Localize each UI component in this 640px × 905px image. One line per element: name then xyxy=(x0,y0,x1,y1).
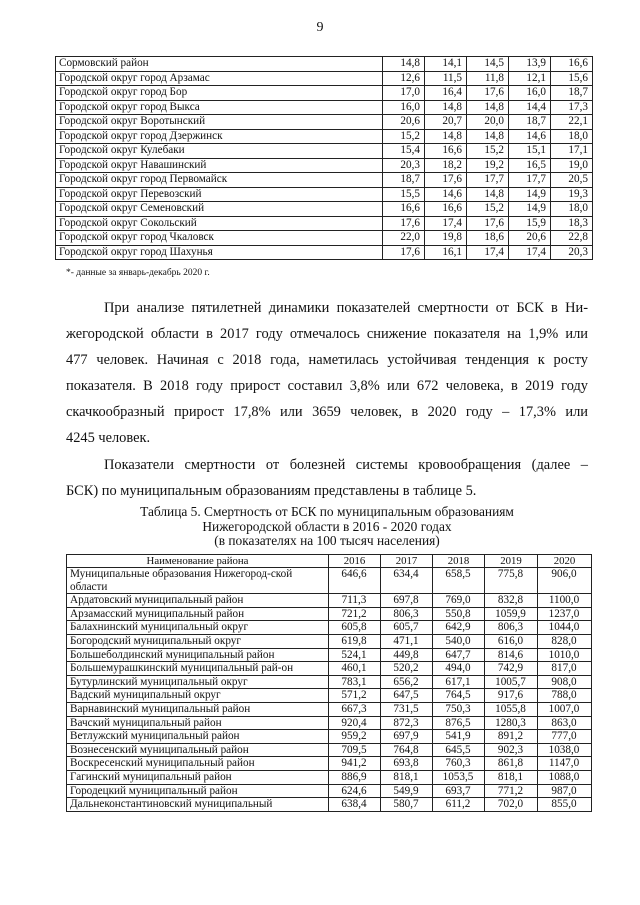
row-value: 15,5 xyxy=(383,187,425,202)
row-value: 17,6 xyxy=(383,245,425,260)
table-row xyxy=(56,231,593,246)
table-row xyxy=(56,115,593,130)
table-row xyxy=(67,675,592,689)
row-name: Вачский муниципальный район xyxy=(67,716,329,730)
row-value: 14,8 xyxy=(467,100,509,115)
row-value: 16,6 xyxy=(425,144,467,159)
row-value: 806,3 xyxy=(485,621,538,635)
row-value: 17,7 xyxy=(467,173,509,188)
table-row xyxy=(67,689,592,703)
row-name: Городской округ город Арзамас xyxy=(56,71,383,86)
table-row xyxy=(67,702,592,716)
row-value: 891,2 xyxy=(485,730,538,744)
row-value: 861,8 xyxy=(485,757,538,771)
row-value: 832,8 xyxy=(485,594,538,608)
table-row xyxy=(67,743,592,757)
caption-line: Нижегородской области в 2016 - 2020 годах xyxy=(202,518,452,534)
table-row xyxy=(56,187,593,202)
row-value: 605,8 xyxy=(329,621,381,635)
row-value: 769,0 xyxy=(433,594,485,608)
row-value: 619,8 xyxy=(329,634,381,648)
row-value: 693,7 xyxy=(433,784,485,798)
row-value: 449,8 xyxy=(381,648,433,662)
row-value: 14,4 xyxy=(509,100,551,115)
row-name: Сормовский район xyxy=(56,57,383,72)
table-row xyxy=(67,662,592,676)
row-value: 656,2 xyxy=(381,675,433,689)
row-name: Муниципальные образования Нижегород-ской области xyxy=(67,568,329,594)
row-value: 1237,0 xyxy=(538,607,592,621)
row-value: 709,5 xyxy=(329,743,381,757)
row-value: 721,2 xyxy=(329,607,381,621)
header-cell: Наименование района xyxy=(67,555,329,568)
row-value: 17,3 xyxy=(551,100,593,115)
row-value: 818,1 xyxy=(485,770,538,784)
row-value: 616,0 xyxy=(485,634,538,648)
header-cell: 2018 xyxy=(433,555,485,568)
row-value: 624,6 xyxy=(329,784,381,798)
row-value: 702,0 xyxy=(485,798,538,812)
row-value: 1010,0 xyxy=(538,648,592,662)
row-name: Городской округ город Дзержинск xyxy=(56,129,383,144)
row-value: 642,9 xyxy=(433,621,485,635)
row-value: 920,4 xyxy=(329,716,381,730)
row-value: 17,1 xyxy=(551,144,593,159)
row-value: 549,9 xyxy=(381,784,433,798)
row-value: 16,1 xyxy=(425,245,467,260)
row-value: 15,2 xyxy=(383,129,425,144)
row-value: 917,6 xyxy=(485,689,538,703)
row-value: 17,7 xyxy=(509,173,551,188)
table-caption xyxy=(66,505,588,549)
row-value: 19,3 xyxy=(551,187,593,202)
row-value: 17,6 xyxy=(467,216,509,231)
row-name: Богородский муниципальный округ xyxy=(67,634,329,648)
row-value: 876,5 xyxy=(433,716,485,730)
row-value: 18,0 xyxy=(551,129,593,144)
row-value: 14,6 xyxy=(509,129,551,144)
row-value: 14,9 xyxy=(509,202,551,217)
row-value: 17,6 xyxy=(425,173,467,188)
row-value: 987,0 xyxy=(538,784,592,798)
row-value: 18,7 xyxy=(509,115,551,130)
row-value: 20,7 xyxy=(425,115,467,130)
row-value: 638,4 xyxy=(329,798,381,812)
text-line: БСК) по муниципальным образованиям представлены в таблице 5. xyxy=(66,483,477,499)
row-value: 1100,0 xyxy=(538,594,592,608)
row-value: 20,6 xyxy=(383,115,425,130)
table-row xyxy=(56,100,593,115)
table-header-row xyxy=(67,555,592,568)
text-line: жегородской области в 2017 году отмечалось снижение показателя на 1,9% или xyxy=(66,326,588,342)
row-name: Большеболдинский муниципальный район xyxy=(67,648,329,662)
row-value: 806,3 xyxy=(381,607,433,621)
row-value: 863,0 xyxy=(538,716,592,730)
row-value: 17,4 xyxy=(509,245,551,260)
row-name: Бутурлинский муниципальный округ xyxy=(67,675,329,689)
row-value: 18,0 xyxy=(551,202,593,217)
row-value: 20,3 xyxy=(551,245,593,260)
row-value: 1147,0 xyxy=(538,757,592,771)
text-line: показателя. В 2018 году прирост составил 3,8% или 672 человека, в 2019 году xyxy=(66,378,588,394)
row-value: 15,6 xyxy=(551,71,593,86)
table-row xyxy=(67,621,592,635)
row-value: 12,6 xyxy=(383,71,425,86)
row-value: 1044,0 xyxy=(538,621,592,635)
row-value: 1280,3 xyxy=(485,716,538,730)
table-row xyxy=(56,57,593,72)
row-value: 818,1 xyxy=(381,770,433,784)
row-value: 14,8 xyxy=(425,100,467,115)
row-value: 760,3 xyxy=(433,757,485,771)
row-name: Большемурашкинский муниципальный рай-он xyxy=(67,662,329,676)
row-name: Городской округ Навашинский xyxy=(56,158,383,173)
row-name: Городской округ город Шахунья xyxy=(56,245,383,260)
row-value: 19,2 xyxy=(467,158,509,173)
row-name: Гагинский муниципальный район xyxy=(67,770,329,784)
row-name: Арзамасский муниципальный район xyxy=(67,607,329,621)
row-value: 855,0 xyxy=(538,798,592,812)
page-number: 9 xyxy=(316,20,324,35)
row-name: Городской округ Кулебаки xyxy=(56,144,383,159)
row-value: 742,9 xyxy=(485,662,538,676)
row-value: 634,4 xyxy=(381,568,433,594)
header-cell: 2020 xyxy=(538,555,592,568)
row-value: 580,7 xyxy=(381,798,433,812)
text-line: 477 человек. Начиная с 2018 года, наметилась устойчивая тенденция к росту xyxy=(66,352,588,368)
row-value: 20,3 xyxy=(383,158,425,173)
row-name: Ардатовский муниципальный район xyxy=(67,594,329,608)
row-value: 18,7 xyxy=(383,173,425,188)
row-value: 886,9 xyxy=(329,770,381,784)
row-value: 775,8 xyxy=(485,568,538,594)
row-value: 14,1 xyxy=(425,57,467,72)
table-row xyxy=(67,607,592,621)
row-value: 16,0 xyxy=(509,86,551,101)
row-value: 17,6 xyxy=(383,216,425,231)
table-row xyxy=(56,245,593,260)
row-value: 14,8 xyxy=(467,187,509,202)
row-value: 17,6 xyxy=(467,86,509,101)
row-value: 697,9 xyxy=(381,730,433,744)
table-row xyxy=(67,634,592,648)
row-name: Вознесенский муниципальный район xyxy=(67,743,329,757)
row-value: 14,8 xyxy=(383,57,425,72)
row-value: 16,6 xyxy=(425,202,467,217)
row-value: 941,2 xyxy=(329,757,381,771)
row-name: Городецкий муниципальный район xyxy=(67,784,329,798)
row-name: Городской округ город Бор xyxy=(56,86,383,101)
row-value: 647,5 xyxy=(381,689,433,703)
row-value: 18,3 xyxy=(551,216,593,231)
row-value: 693,8 xyxy=(381,757,433,771)
row-value: 1007,0 xyxy=(538,702,592,716)
paragraph-table-intro xyxy=(66,452,588,504)
row-value: 15,1 xyxy=(509,144,551,159)
row-name: Воскресенский муниципальный район xyxy=(67,757,329,771)
text-line: скачкообразный прирост 17,8% или 3659 человек, в 2020 году – 17,3% или xyxy=(66,404,588,420)
row-value: 471,1 xyxy=(381,634,433,648)
row-value: 18,2 xyxy=(425,158,467,173)
mortality-table-continued xyxy=(55,56,593,260)
row-value: 814,6 xyxy=(485,648,538,662)
table-row xyxy=(56,158,593,173)
row-name: Вадский муниципальный округ xyxy=(67,689,329,703)
row-value: 731,5 xyxy=(381,702,433,716)
header-cell: 2019 xyxy=(485,555,538,568)
row-value: 22,1 xyxy=(551,115,593,130)
row-value: 14,6 xyxy=(425,187,467,202)
row-name: Дальнеконстантиновский муниципальный xyxy=(67,798,329,812)
row-value: 777,0 xyxy=(538,730,592,744)
row-name: Городской округ Семеновский xyxy=(56,202,383,217)
row-value: 13,9 xyxy=(509,57,551,72)
row-value: 20,6 xyxy=(509,231,551,246)
row-value: 872,3 xyxy=(381,716,433,730)
row-value: 494,0 xyxy=(433,662,485,676)
row-value: 17,4 xyxy=(425,216,467,231)
row-name: Балахнинский муниципальный округ xyxy=(67,621,329,635)
row-value: 1088,0 xyxy=(538,770,592,784)
header-cell: 2016 xyxy=(329,555,381,568)
row-value: 1005,7 xyxy=(485,675,538,689)
row-value: 817,0 xyxy=(538,662,592,676)
row-value: 605,7 xyxy=(381,621,433,635)
row-value: 550,8 xyxy=(433,607,485,621)
table-row xyxy=(67,770,592,784)
row-value: 520,2 xyxy=(381,662,433,676)
row-value: 16,0 xyxy=(383,100,425,115)
table-row xyxy=(56,144,593,159)
row-value: 14,9 xyxy=(509,187,551,202)
row-value: 460,1 xyxy=(329,662,381,676)
table-row xyxy=(67,730,592,744)
table-row xyxy=(56,86,593,101)
row-value: 1053,5 xyxy=(433,770,485,784)
row-value: 17,0 xyxy=(383,86,425,101)
row-value: 906,0 xyxy=(538,568,592,594)
table-row xyxy=(56,71,593,86)
row-value: 908,0 xyxy=(538,675,592,689)
row-value: 959,2 xyxy=(329,730,381,744)
row-value: 16,4 xyxy=(425,86,467,101)
table-row xyxy=(67,594,592,608)
caption-line: Таблица 5. Смертность от БСК по муниципальным образованиям xyxy=(140,504,514,519)
row-value: 524,1 xyxy=(329,648,381,662)
row-value: 764,8 xyxy=(381,743,433,757)
table-row xyxy=(67,784,592,798)
row-name: Городской округ Перевозский xyxy=(56,187,383,202)
row-value: 22,0 xyxy=(383,231,425,246)
row-value: 1055,8 xyxy=(485,702,538,716)
row-value: 667,3 xyxy=(329,702,381,716)
text-line: 4245 человек. xyxy=(66,430,151,446)
table-row xyxy=(67,716,592,730)
row-value: 17,4 xyxy=(467,245,509,260)
row-value: 16,6 xyxy=(383,202,425,217)
row-value: 22,8 xyxy=(551,231,593,246)
table-row xyxy=(56,173,593,188)
row-value: 697,8 xyxy=(381,594,433,608)
row-value: 771,2 xyxy=(485,784,538,798)
table-row xyxy=(67,798,592,812)
row-value: 15,9 xyxy=(509,216,551,231)
row-value: 20,5 xyxy=(551,173,593,188)
row-value: 18,7 xyxy=(551,86,593,101)
table-5 xyxy=(66,554,592,812)
row-value: 646,6 xyxy=(329,568,381,594)
row-value: 647,7 xyxy=(433,648,485,662)
row-value: 658,5 xyxy=(433,568,485,594)
row-value: 14,8 xyxy=(425,129,467,144)
row-name: Ветлужский муниципальный район xyxy=(67,730,329,744)
table-row xyxy=(67,757,592,771)
row-value: 19,0 xyxy=(551,158,593,173)
row-value: 15,2 xyxy=(467,202,509,217)
text-line: При анализе пятилетней динамики показателей смертности от БСК в Ни- xyxy=(104,300,588,316)
row-name: Городской округ Сокольский xyxy=(56,216,383,231)
row-value: 611,2 xyxy=(433,798,485,812)
header-cell: 2017 xyxy=(381,555,433,568)
row-value: 540,0 xyxy=(433,634,485,648)
row-value: 11,8 xyxy=(467,71,509,86)
row-value: 14,5 xyxy=(467,57,509,72)
row-value: 11,5 xyxy=(425,71,467,86)
table-row xyxy=(56,216,593,231)
row-value: 750,3 xyxy=(433,702,485,716)
row-value: 18,6 xyxy=(467,231,509,246)
row-value: 764,5 xyxy=(433,689,485,703)
table-footnote: *- данные за январь-декабрь 2020 г. xyxy=(66,268,210,278)
row-value: 645,5 xyxy=(433,743,485,757)
row-name: Городской округ город Первомайск xyxy=(56,173,383,188)
row-value: 1059,9 xyxy=(485,607,538,621)
row-value: 783,1 xyxy=(329,675,381,689)
table-row xyxy=(67,568,592,594)
row-value: 16,6 xyxy=(551,57,593,72)
row-value: 788,0 xyxy=(538,689,592,703)
row-name: Варнавинский муниципальный район xyxy=(67,702,329,716)
row-name: Городской округ Воротынский xyxy=(56,115,383,130)
caption-line: (в показателях на 100 тысяч населения) xyxy=(214,533,440,548)
row-value: 541,9 xyxy=(433,730,485,744)
table-row xyxy=(56,202,593,217)
table-row xyxy=(67,648,592,662)
row-value: 711,3 xyxy=(329,594,381,608)
row-value: 15,4 xyxy=(383,144,425,159)
row-value: 12,1 xyxy=(509,71,551,86)
row-value: 20,0 xyxy=(467,115,509,130)
row-value: 571,2 xyxy=(329,689,381,703)
row-value: 828,0 xyxy=(538,634,592,648)
row-value: 16,5 xyxy=(509,158,551,173)
row-value: 1038,0 xyxy=(538,743,592,757)
row-value: 902,3 xyxy=(485,743,538,757)
row-name: Городской округ город Выкса xyxy=(56,100,383,115)
paragraph-dynamics xyxy=(66,295,588,451)
row-value: 14,8 xyxy=(467,129,509,144)
row-value: 617,1 xyxy=(433,675,485,689)
row-value: 15,2 xyxy=(467,144,509,159)
text-line: Показатели смертности от болезней системы кровообращения (далее – xyxy=(104,457,588,473)
table-row xyxy=(56,129,593,144)
row-name: Городской округ город Чкаловск xyxy=(56,231,383,246)
row-value: 19,8 xyxy=(425,231,467,246)
